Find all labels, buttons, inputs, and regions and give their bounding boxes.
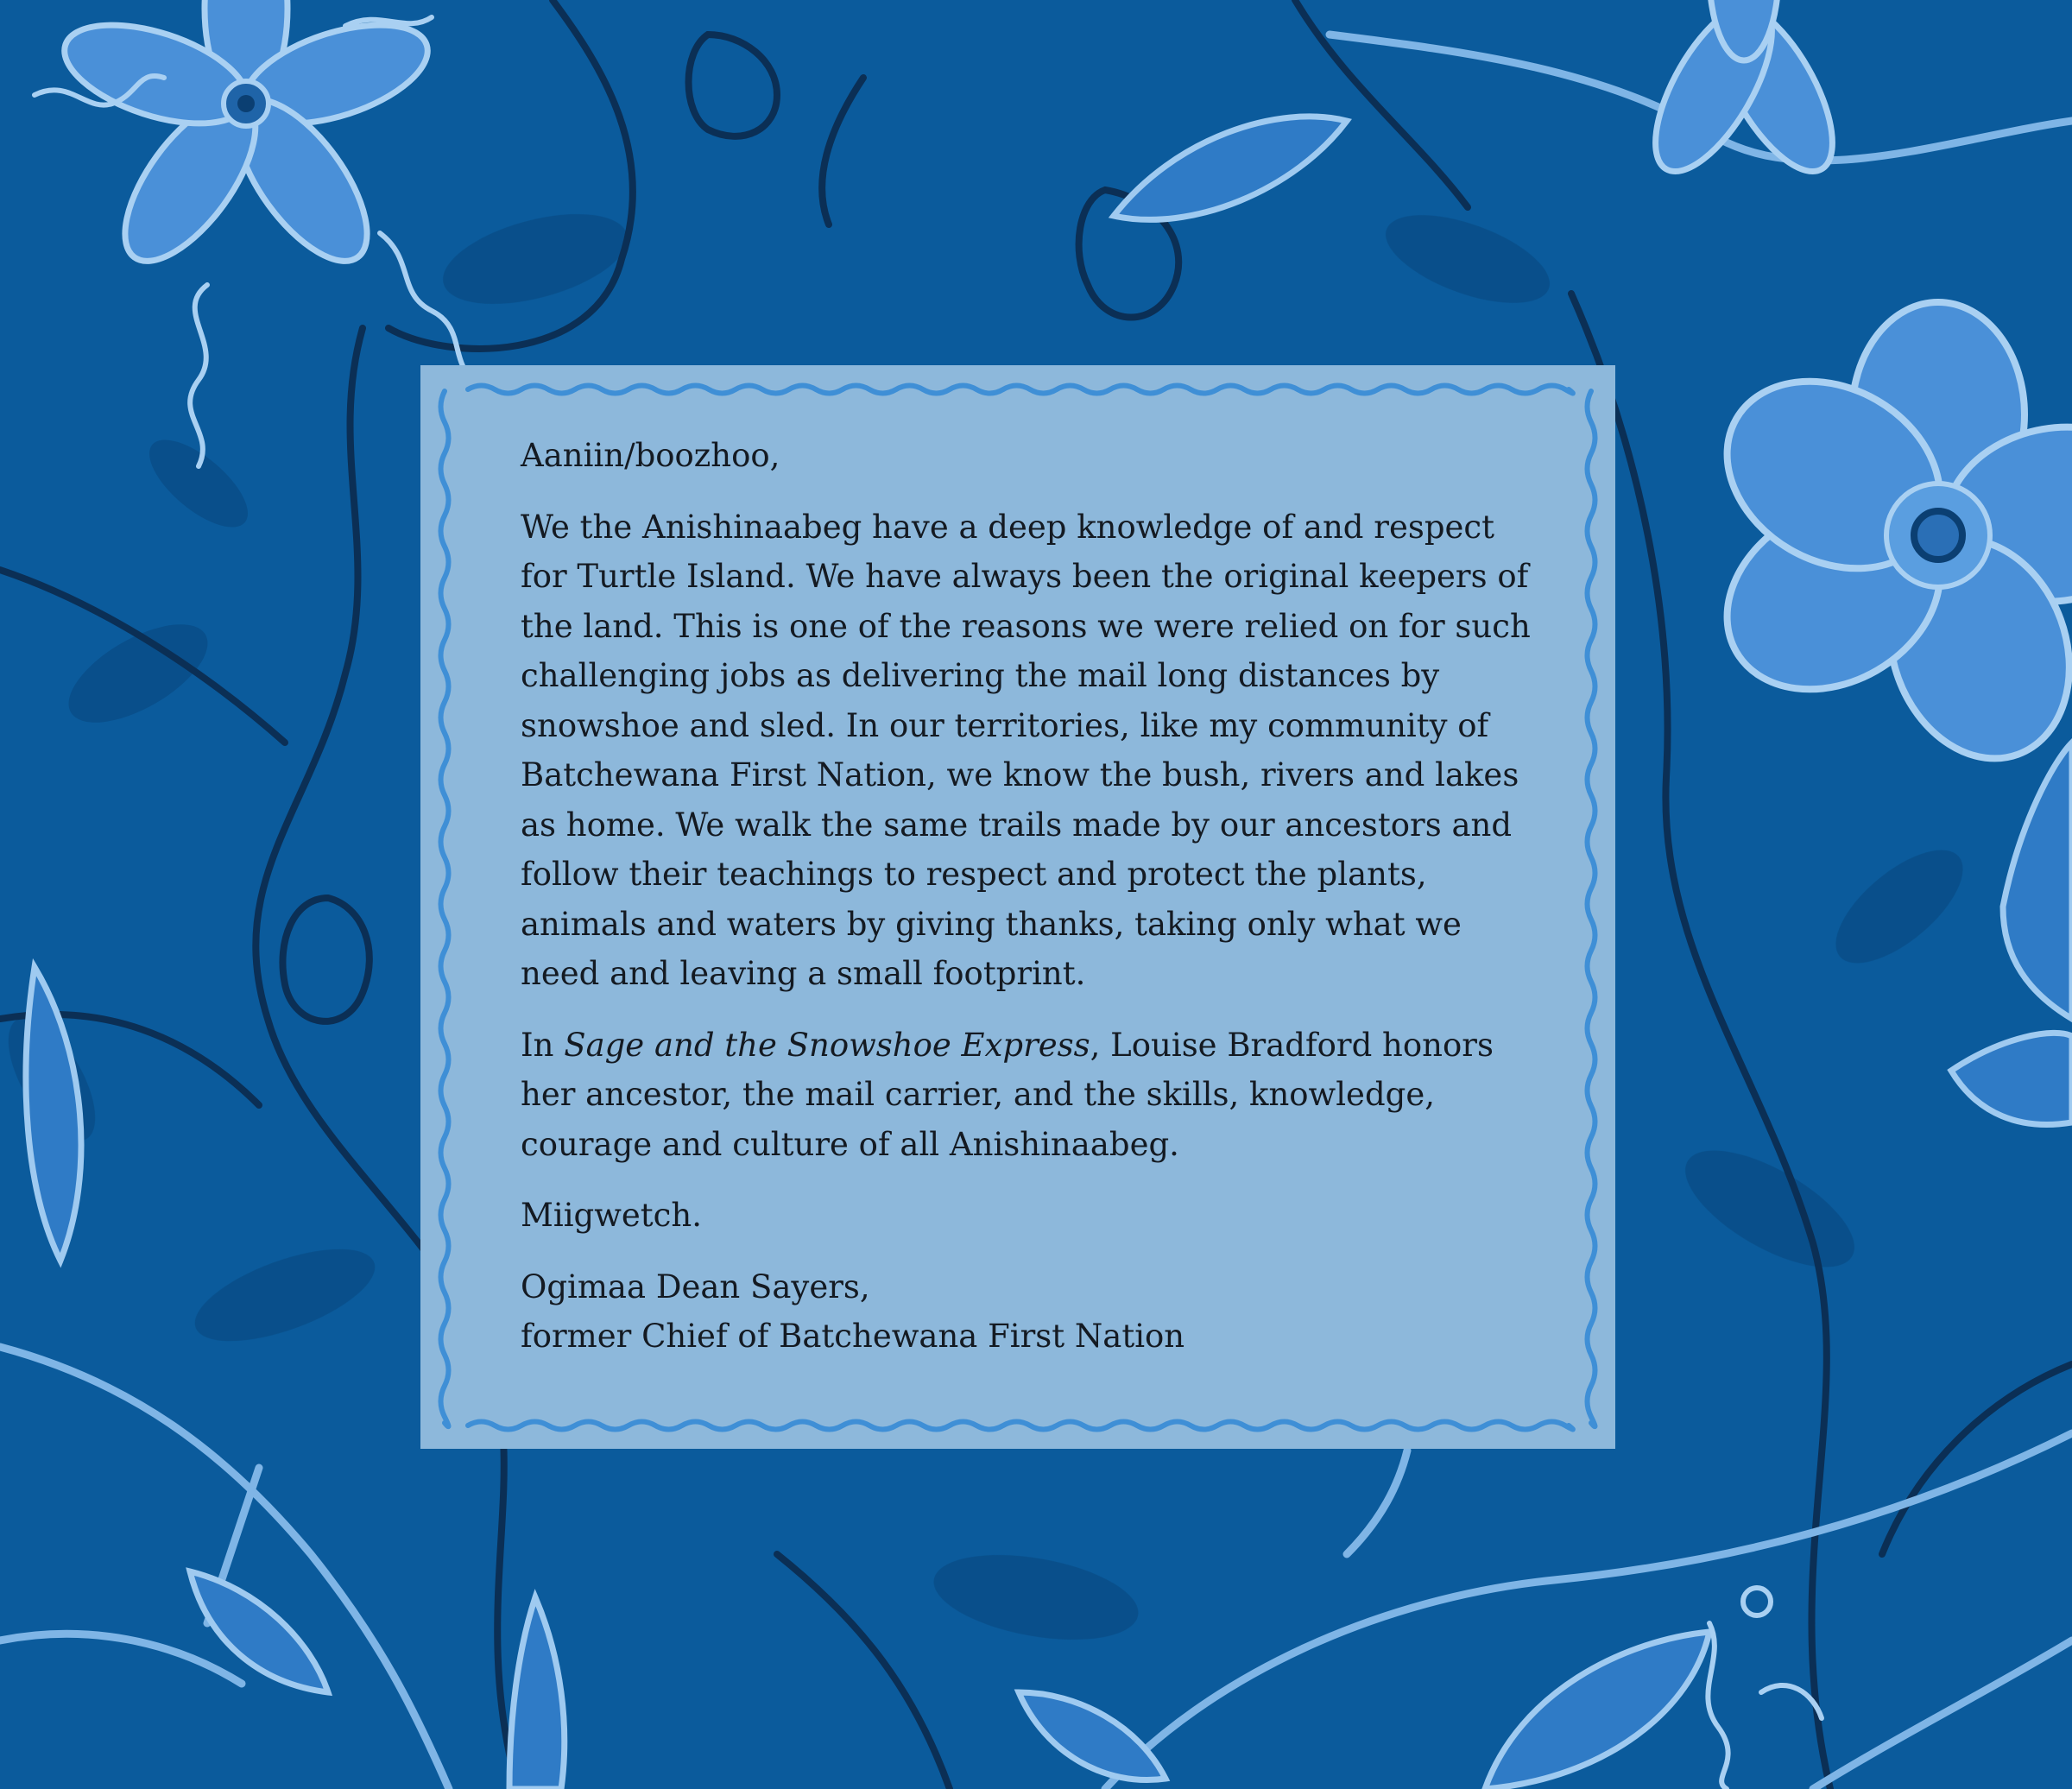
signature-title: former Chief of Batchewana First Nation	[521, 1318, 1185, 1355]
letter-panel	[420, 365, 1615, 1449]
letter-greeting: Aaniin/boozhoo,	[521, 437, 780, 474]
book-title: Sage and the Snowshoe Express	[564, 1026, 1090, 1064]
paragraph-2-suffix: , Louise Bradford honors her ancestor, the mail carrier, and the skills, knowledge, courage and culture of all Anishinaabeg.	[521, 1026, 1494, 1163]
letter-paragraph-1: We the Anishinaabeg have a deep knowledge of and respect for Turtle Island. We have always been the original keepers of the land. This is one of the reasons we were relied on for such challenging jobs as delivering the mail long distances by snowshoe and sled. In our territories, like my community of Batchewana First Nation, we know the bush, rivers and lakes as home. We walk the same trails made by our ancestors and follow their teachings to respect and protect the plants, animals and waters by giving thanks, taking only what we need and leaving a small footprint.	[521, 508, 1531, 992]
letter-text	[521, 431, 1539, 1362]
letter-closing: Miigwetch.	[521, 1197, 702, 1234]
signature-name: Ogimaa Dean Sayers,	[521, 1267, 870, 1305]
paragraph-2-prefix: In	[521, 1026, 565, 1064]
letter-paragraph-2	[521, 1021, 1539, 1170]
